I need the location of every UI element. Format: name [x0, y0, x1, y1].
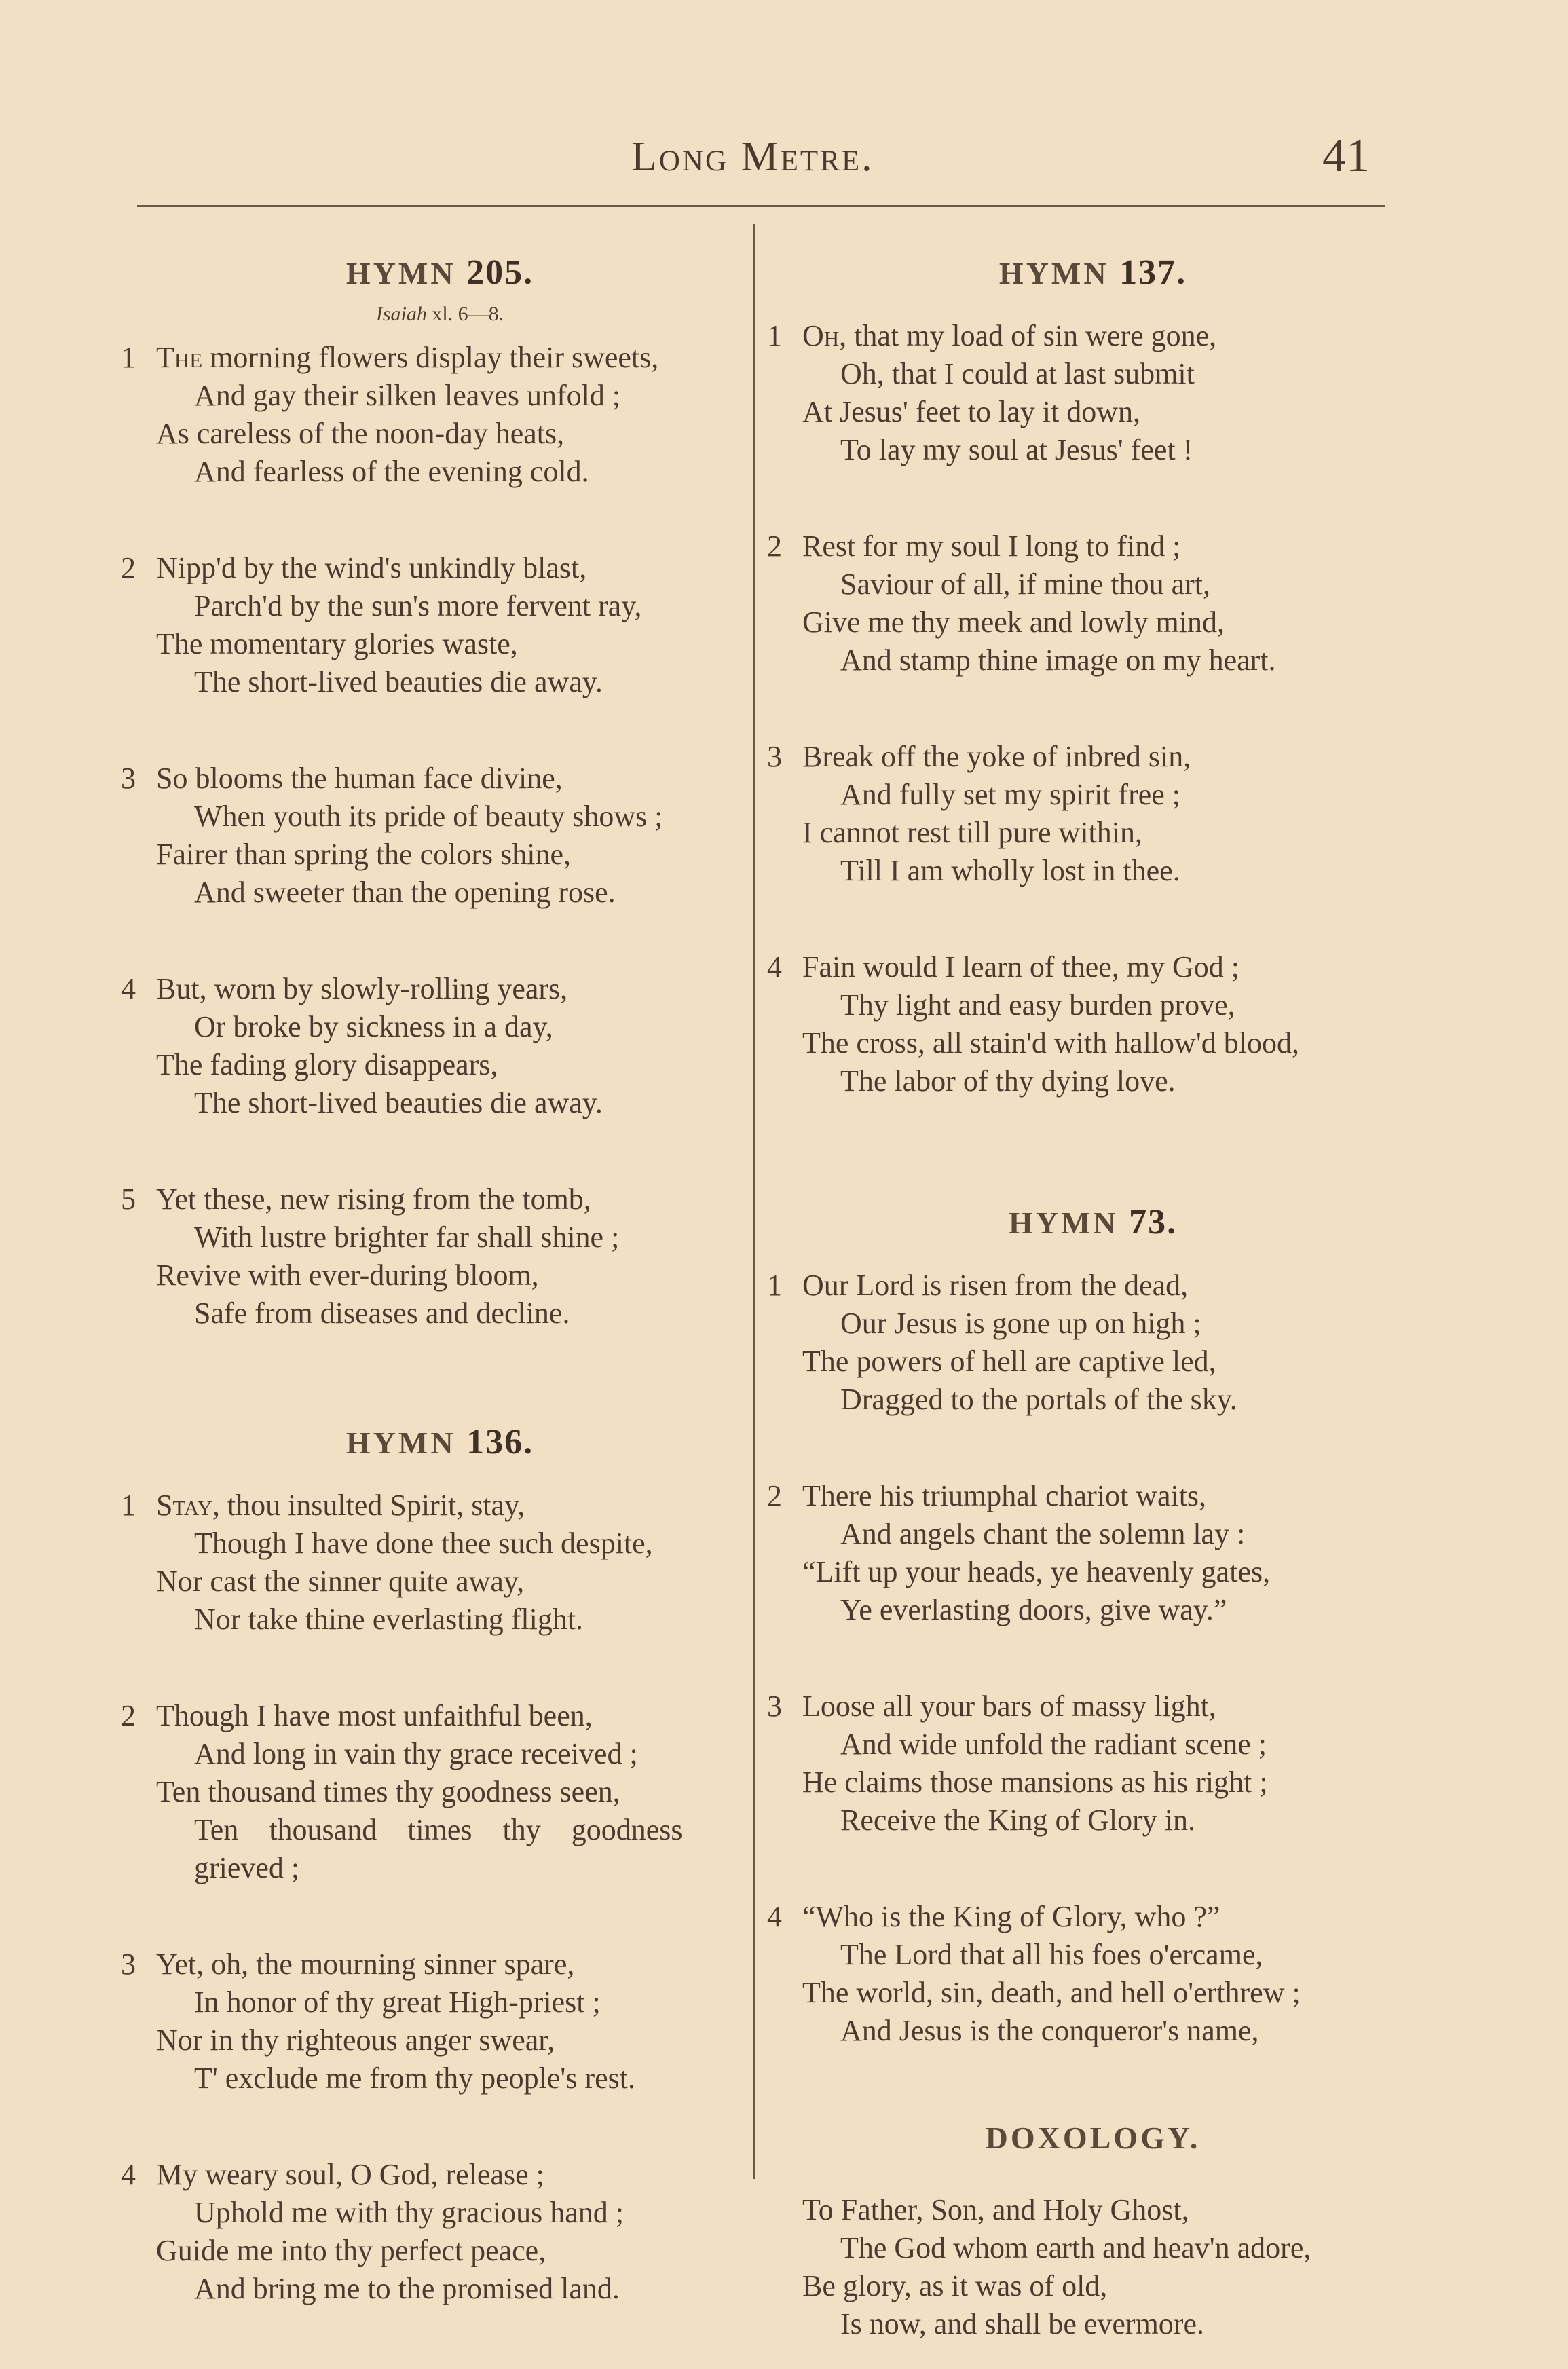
verse-line: Give me thy meek and lowly mind, — [802, 605, 1225, 639]
verse-number: 3 — [767, 1690, 782, 1723]
verse-line-text: that my load of sin were gone, — [846, 319, 1217, 352]
verse-line: Our Jesus is gone up on high ; — [840, 1307, 1201, 1340]
verse-line: And sweeter than the opening rose. — [194, 876, 616, 909]
verse-line: Break off the yoke of inbred sin, — [802, 740, 1191, 773]
verse-first-word: Stay, — [156, 1489, 220, 1522]
verse-line: The labor of thy dying love. — [840, 1064, 1176, 1098]
verse-line: Nor take thine everlasting flight. — [194, 1603, 584, 1636]
verse-line: The momentary glories waste, — [156, 627, 518, 660]
verse-number: 4 — [767, 950, 782, 984]
reference-book: Isaiah — [375, 303, 427, 325]
verse-number: 2 — [121, 1699, 136, 1732]
verse-line: Rest for my soul I long to find ; — [802, 529, 1181, 563]
verse — [767, 738, 1419, 890]
verse-first-word: The — [156, 341, 203, 374]
verse-line: And fully set my spirit free ; — [840, 778, 1181, 811]
hymn-number: 73. — [1129, 1203, 1178, 1242]
verse-line: And bring me to the promised land. — [194, 2272, 620, 2305]
running-head — [0, 130, 1568, 187]
verse — [767, 948, 1419, 1100]
hymn-title — [767, 253, 1419, 294]
verse-number: 1 — [767, 1269, 782, 1302]
hymn-number: 136. — [466, 1423, 534, 1461]
hymn-label: HYMN — [346, 1425, 456, 1460]
verse-line: To Father, Son, and Holy Ghost, — [802, 2193, 1189, 2226]
verse-line: There his triumphal chariot waits, — [802, 1479, 1207, 1512]
verse — [767, 1687, 1419, 1840]
verse-line: And stamp thine image on my heart. — [840, 643, 1276, 677]
verse-line: And long in vain thy grace received ; — [194, 1737, 638, 1770]
verse-line: Ten thousand times thy goodness — [194, 1813, 683, 1846]
verse-number: 2 — [121, 551, 136, 584]
verse — [121, 2156, 759, 2308]
verse-line: He claims those mansions as his right ; — [802, 1766, 1268, 1799]
verse-number: 1 — [121, 1489, 136, 1522]
verse-line: Be glory, as it was of old, — [802, 2269, 1108, 2302]
verse-line: Thy light and easy burden prove, — [840, 988, 1235, 1022]
verse-number: 4 — [121, 972, 136, 1005]
verse-number: 3 — [121, 762, 136, 795]
verse — [767, 1898, 1419, 2050]
verse-line: Parch'd by the sun's more fervent ray, — [194, 589, 642, 622]
verse-line: When youth its pride of beauty shows ; — [194, 800, 663, 833]
verse-line: To lay my soul at Jesus' feet ! — [840, 433, 1193, 466]
doxology-title: DOXOLOGY. — [985, 2121, 1201, 2155]
verse-line: Guide me into thy perfect peace, — [156, 2234, 546, 2267]
verse-line: So blooms the human face divine, — [156, 762, 563, 795]
scripture-reference — [121, 299, 759, 329]
verse-line: The world, sin, death, and hell o'erthrew ; — [802, 1976, 1301, 2009]
doxology — [767, 2118, 1419, 2343]
hymn-title — [121, 253, 759, 294]
verse-line: The short-lived beauties die away. — [194, 1086, 603, 1119]
verse-line: Fain would I learn of thee, my God ; — [802, 950, 1239, 984]
verse-number: 3 — [767, 740, 782, 773]
verse — [767, 1267, 1419, 1419]
verse-line: The God whom earth and heav'n adore, — [840, 2231, 1311, 2264]
verse-line — [121, 339, 759, 377]
verse-line: Receive the King of Glory in. — [840, 1804, 1195, 1837]
verse-line: The Lord that all his foes o'ercame, — [840, 1938, 1263, 1971]
verse-line: “Who is the King of Glory, who ?” — [802, 1900, 1220, 1933]
verse-line: And wide unfold the radiant scene ; — [840, 1728, 1267, 1761]
verse — [121, 339, 759, 491]
verse-line: grieved ; — [194, 1851, 300, 1884]
verse-line: Loose all your bars of massy light, — [802, 1690, 1216, 1723]
verse-line — [767, 317, 1419, 355]
verse-line: In honor of thy great High-priest ; — [194, 1985, 601, 2019]
verse-line: I cannot rest till pure within, — [802, 816, 1142, 849]
hymn-73 — [767, 1202, 1419, 2050]
verse-line: Our Lord is risen from the dead, — [802, 1269, 1189, 1302]
verse-number: 5 — [121, 1182, 136, 1216]
verse-line: But, worn by slowly-rolling years, — [156, 972, 568, 1005]
hymn-205 — [121, 253, 759, 1332]
verse-line: Or broke by sickness in a day, — [194, 1010, 553, 1043]
verse — [121, 1945, 759, 2097]
verse-line-text: morning flowers display their sweets, — [202, 341, 659, 374]
verse — [121, 549, 759, 701]
verse-line: Nor in thy righteous anger swear, — [156, 2023, 555, 2057]
verse-line: Fairer than spring the colors shine, — [156, 838, 571, 871]
verse-line: As careless of the noon-day heats, — [156, 417, 565, 450]
page-number: 41 — [1322, 130, 1370, 182]
verse — [767, 317, 1419, 469]
verse-line: Yet these, new rising from the tomb, — [156, 1182, 591, 1216]
verse — [121, 1180, 759, 1332]
verse-line: At Jesus' feet to lay it down, — [802, 395, 1140, 428]
verse — [121, 1697, 759, 1887]
verse-line: Dragged to the portals of the sky. — [840, 1383, 1237, 1416]
verse-line: “Lift up your heads, ye heavenly gates, — [802, 1555, 1271, 1588]
verse-line: Though I have most unfaithful been, — [156, 1699, 593, 1732]
verse-line: Is now, and shall be evermore. — [840, 2307, 1204, 2340]
verse-line: Saviour of all, if mine thou art, — [840, 567, 1210, 601]
verse-line: The short-lived beauties die away. — [194, 665, 603, 698]
verse-line: Uphold me with thy gracious hand ; — [194, 2196, 624, 2229]
hymn-label: HYMN — [1008, 1206, 1119, 1240]
verse — [121, 1487, 759, 1639]
verse-line — [121, 1487, 759, 1525]
verse-line: Revive with ever-during bloom, — [156, 1258, 539, 1292]
hymn-title — [767, 1202, 1419, 1244]
verse-line: T' exclude me from thy people's rest. — [194, 2062, 635, 2095]
verse-line: Yet, oh, the mourning sinner spare, — [156, 1947, 575, 1981]
hymn-number: 137. — [1119, 253, 1187, 292]
verse — [121, 760, 759, 912]
hymn-title — [121, 1422, 759, 1463]
header-rule — [137, 205, 1385, 207]
verse-number: 4 — [121, 2158, 136, 2191]
verse-line: And fearless of the evening cold. — [194, 455, 589, 488]
verse — [767, 1477, 1419, 1629]
verse-line: Safe from diseases and decline. — [194, 1297, 570, 1330]
hymn-136 — [121, 1422, 759, 2308]
verse — [767, 527, 1419, 679]
verse-line: The fading glory disappears, — [156, 1048, 498, 1081]
verse-line: The cross, all stain'd with hallow'd blood, — [802, 1026, 1299, 1060]
verse-number: 1 — [767, 319, 782, 352]
verse-line: And Jesus is the conqueror's name, — [840, 2014, 1259, 2047]
verse-line: Nipp'd by the wind's unkindly blast, — [156, 551, 587, 584]
verse-line: With lustre brighter far shall shine ; — [194, 1220, 620, 1254]
verse-line: Ye everlasting doors, give way.” — [840, 1593, 1227, 1626]
verse-number: 2 — [767, 1479, 782, 1512]
verse — [767, 2191, 1419, 2343]
verse — [121, 970, 759, 1122]
hymn-label: HYMN — [998, 256, 1109, 291]
verse-first-word: Oh, — [802, 319, 847, 352]
verse-line: Though I have done thee such despite, — [194, 1527, 653, 1560]
verse-line: Ten thousand times thy goodness seen, — [156, 1775, 620, 1808]
hymn-number: 205. — [466, 253, 534, 292]
verse-line: Oh, that I could at last submit — [840, 357, 1195, 390]
right-column — [767, 253, 1419, 2343]
verse-line: Till I am wholly lost in thee. — [840, 854, 1180, 887]
verse-number: 2 — [767, 529, 782, 563]
verse-line: Nor cast the sinner quite away, — [156, 1565, 525, 1598]
verse-number: 4 — [767, 1900, 782, 1933]
verse-line-text: thou insulted Spirit, stay, — [219, 1489, 525, 1522]
verse-line: My weary soul, O God, release ; — [156, 2158, 544, 2191]
running-head-title: Long Metre. — [631, 134, 874, 180]
verse-line: And gay their silken leaves unfold ; — [194, 379, 621, 412]
reference-chapter: xl. 6—8. — [426, 303, 504, 325]
verse-number: 1 — [121, 341, 136, 374]
verse-number: 3 — [121, 1947, 136, 1981]
hymn-137 — [767, 253, 1419, 1100]
hymn-label: HYMN — [346, 256, 456, 291]
verse-line: The powers of hell are captive led, — [802, 1345, 1216, 1378]
verse-line: And angels chant the solemn lay : — [840, 1517, 1246, 1550]
left-column — [121, 253, 759, 2308]
